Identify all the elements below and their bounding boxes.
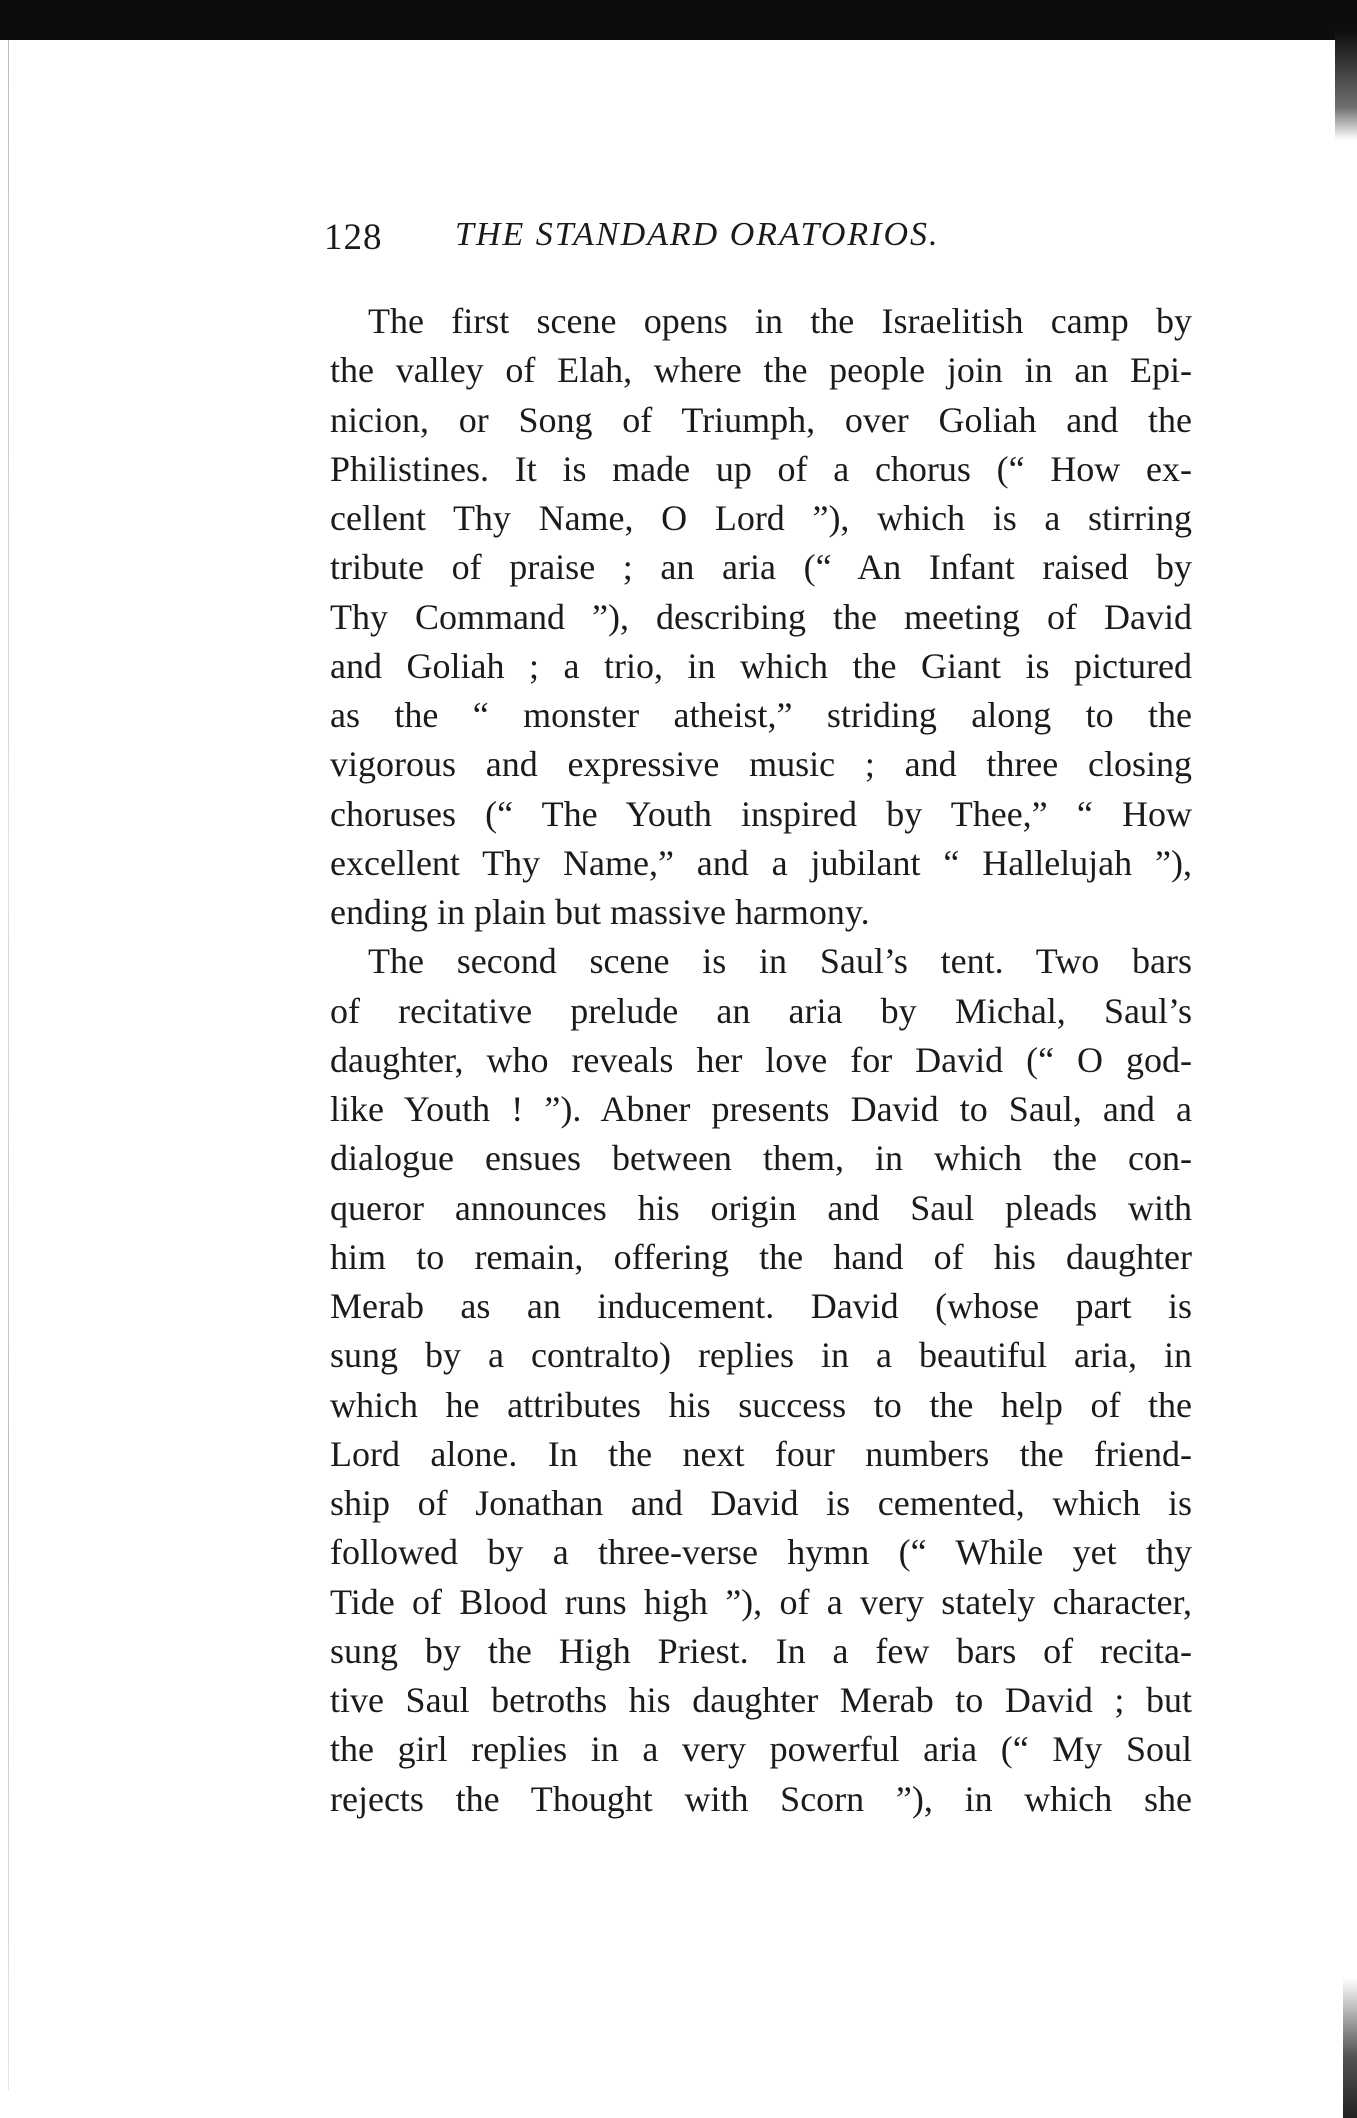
text-line: nicion, or Song of Triumph, over Goliah and the xyxy=(330,399,1192,440)
page-number: 128 xyxy=(324,217,383,258)
text-line: choruses (“ The Youth inspired by Thee,” “ How xyxy=(330,793,1192,834)
running-title: THE STANDARD ORATORIOS. xyxy=(455,216,940,253)
text-line: queror announces his origin and Saul pleads with xyxy=(330,1187,1192,1228)
text-line: which he attributes his success to the help of the xyxy=(330,1384,1192,1425)
scan-corner-shadow xyxy=(1335,30,1357,140)
text-line: Merab as an inducement. David (whose part is xyxy=(330,1286,1192,1326)
text-line: Philistines. It is made up of a chorus (“ How ex- xyxy=(330,448,1192,489)
text-line: dialogue ensues between them, in which the con- xyxy=(330,1138,1192,1179)
text-line: rejects the Thought with Scorn ”), in which she xyxy=(330,1778,1192,1819)
text-line: vigorous and expressive music ; and three closing xyxy=(330,744,1192,785)
text-line: The first scene opens in the Israelitish camp by xyxy=(368,301,1192,341)
text-line: sung by a contralto) replies in a beautiful aria, in xyxy=(330,1335,1192,1376)
scan-left-edge xyxy=(8,40,9,2090)
text-line: of recitative prelude an aria by Michal, Saul’s xyxy=(330,990,1192,1031)
text-line: tribute of praise ; an aria (“ An Infant raised by xyxy=(330,547,1192,588)
scan-top-edge xyxy=(0,0,1357,40)
text-line: followed by a three-verse hymn (“ While yet thy xyxy=(330,1532,1192,1573)
text-line: cellent Thy Name, O Lord ”), which is a stirring xyxy=(330,498,1192,538)
text-line: tive Saul betroths his daughter Merab to David ; but xyxy=(330,1680,1192,1720)
text-line: sung by the High Priest. In a few bars of recita- xyxy=(330,1630,1192,1671)
text-line: excellent Thy Name,” and a jubilant “ Hallelujah ”), xyxy=(330,842,1192,883)
text-line: Lord alone. In the next four numbers the friend- xyxy=(330,1433,1192,1474)
text-line: like Youth ! ”). Abner presents David to Saul, and a xyxy=(330,1089,1192,1129)
text-line: Tide of Blood runs high ”), of a very stately character, xyxy=(330,1581,1192,1622)
text-line: The second scene is in Saul’s tent. Two bars xyxy=(368,941,1192,982)
text-line: the girl replies in a very powerful aria (“ My Soul xyxy=(330,1729,1192,1770)
text-line: as the “ monster atheist,” striding along to the xyxy=(330,695,1192,735)
scan-bottom-corner-shadow xyxy=(1343,1978,1357,2118)
text-line: him to remain, offering the hand of his daughter xyxy=(330,1236,1192,1277)
text-line: the valley of Elah, where the people join in an Epi- xyxy=(330,350,1192,391)
body-text xyxy=(330,297,1192,1824)
text-line: ending in plain but massive harmony. xyxy=(330,892,870,932)
running-head xyxy=(324,216,1204,270)
text-line: daughter, who reveals her love for David (“ O god- xyxy=(330,1039,1192,1080)
text-line: ship of Jonathan and David is cemented, which is xyxy=(330,1483,1192,1523)
text-line: Thy Command ”), describing the meeting of David xyxy=(330,596,1192,637)
text-line: and Goliah ; a trio, in which the Giant is pictured xyxy=(330,645,1192,686)
